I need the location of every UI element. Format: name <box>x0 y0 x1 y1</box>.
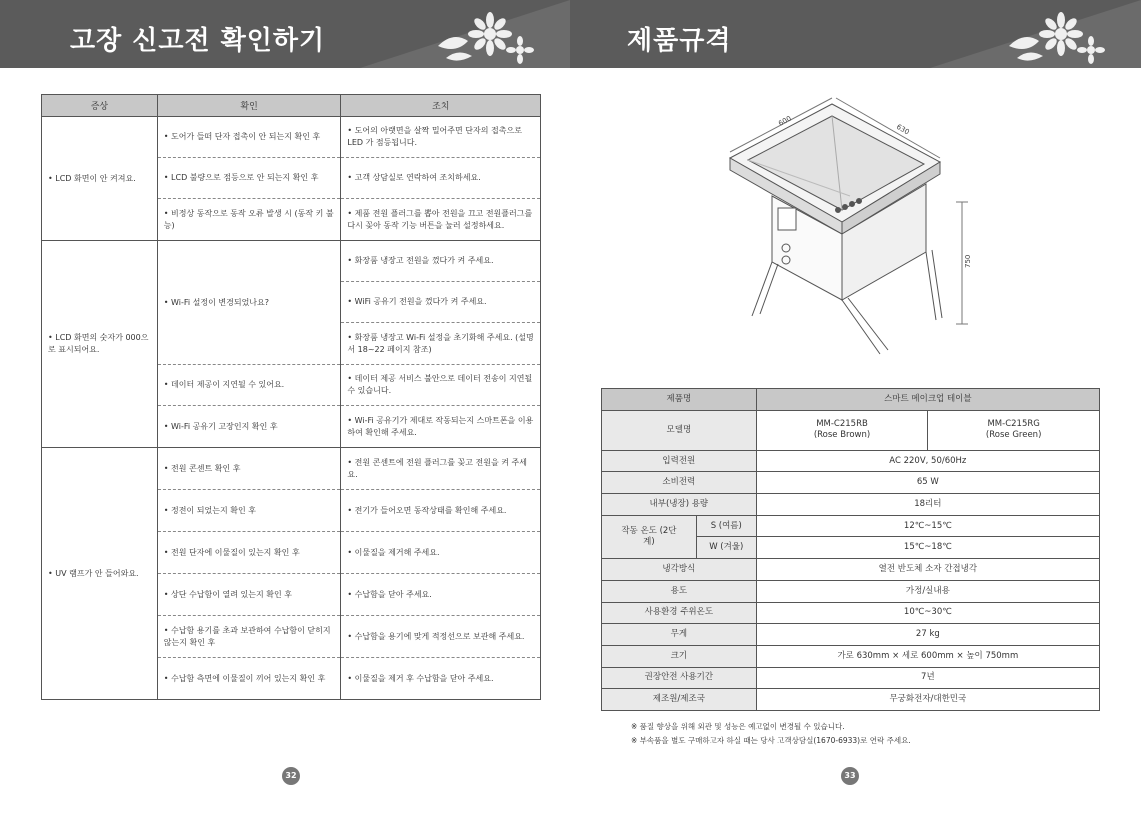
spec-label: 사용환경 주위온도 <box>602 602 757 624</box>
page-header <box>0 0 570 68</box>
spec-label: 작동 온도 (2단계) <box>602 515 697 558</box>
symptom-cell: • LCD 화면이 안 켜져요. <box>42 117 158 241</box>
table-row <box>602 410 1100 450</box>
spec-value: 무궁화전자/대한민국 <box>756 689 1099 711</box>
spec-label: 냉각방식 <box>602 559 757 581</box>
check-cell: • 비정상 동작으로 동작 오류 발생 시 (동작 키 불능) <box>157 199 341 241</box>
spec-label: 권장안전 사용기간 <box>602 667 757 689</box>
spec-value: 스마트 메이크업 테이블 <box>756 389 1099 411</box>
model-color: (Rose Green) <box>985 430 1042 441</box>
spec-label: 제조원/제조국 <box>602 689 757 711</box>
table-row <box>602 472 1100 494</box>
flower-icon <box>999 6 1119 66</box>
check-cell: • 전원 단자에 이물질이 있는지 확인 후 <box>157 532 341 574</box>
check-cell: • 상단 수납함이 열려 있는지 확인 후 <box>157 574 341 616</box>
footnote: ※ 부속품을 별도 구매하고자 하실 때는 당사 고객상담실(1670-6933)로 연락 주세요. <box>631 736 911 745</box>
model-number: MM-C215RB <box>816 419 868 430</box>
spec-table <box>601 388 1100 711</box>
product-illustration <box>700 92 990 382</box>
check-cell: • Wi-Fi 공유기 고장인지 확인 후 <box>157 406 341 448</box>
table-row <box>602 667 1100 689</box>
table-row <box>602 450 1100 472</box>
column-header: 증상 <box>42 95 158 117</box>
action-cell: • 화장품 냉장고 전원을 껐다가 켜 주세요. <box>341 241 541 282</box>
table-row <box>602 602 1100 624</box>
dimension-label: 600 <box>777 114 793 128</box>
check-cell: • 정전이 되었는지 확인 후 <box>157 490 341 532</box>
spec-label: 무게 <box>602 624 757 646</box>
spec-label: 크기 <box>602 645 757 667</box>
action-cell: • 이물질을 제거 후 수납함을 닫아 주세요. <box>341 658 541 700</box>
table-row <box>602 689 1100 711</box>
check-cell: • 도어가 들떠 단자 접촉이 안 되는지 확인 후 <box>157 117 341 158</box>
dimension-label: 630 <box>895 122 911 137</box>
footnote: ※ 품질 향상을 위해 외관 및 성능은 예고없이 변경될 수 있습니다. <box>631 722 845 731</box>
table-row <box>602 389 1100 411</box>
table-row <box>602 559 1100 581</box>
action-cell: • 이물질을 제거해 주세요. <box>341 532 541 574</box>
spec-value: 65 W <box>756 472 1099 494</box>
model-color: (Rose Brown) <box>813 430 871 441</box>
page-left <box>0 0 570 816</box>
spec-value: 15℃~18℃ <box>756 537 1099 559</box>
spec-label: 내부(냉장) 용량 <box>602 494 757 516</box>
footnotes <box>631 720 911 748</box>
page-number: 32 <box>282 767 300 785</box>
action-cell: • 화장품 냉장고 Wi-Fi 설정을 초기화해 주세요. (설명서 18~22 페이지 참조) <box>341 323 541 365</box>
spec-label: 제품명 <box>602 389 757 411</box>
spec-value: 18리터 <box>756 494 1099 516</box>
model-cell <box>756 410 928 450</box>
spec-sublabel: W (겨울) <box>696 537 756 559</box>
flower-icon <box>428 6 548 66</box>
check-cell: • 전원 콘센트 확인 후 <box>157 448 341 490</box>
spec-value: 12℃~15℃ <box>756 515 1099 537</box>
action-cell: • 전기가 들어오면 동작상태를 확인해 주세요. <box>341 490 541 532</box>
spec-value: 27 kg <box>756 624 1099 646</box>
spec-label: 모델명 <box>602 410 757 450</box>
action-cell: • Wi-Fi 공유기가 제대로 작동되는지 스마트폰을 이용하여 확인해 주세요. <box>341 406 541 448</box>
page-title: 제품규격 <box>627 26 732 56</box>
table-row <box>42 241 541 282</box>
action-cell: • 전원 콘센트에 전원 플러그를 꽂고 전원을 켜 주세요. <box>341 448 541 490</box>
column-header: 확인 <box>157 95 341 117</box>
check-cell: • 수납함 용기를 초과 보관하여 수납함이 닫히지 않는지 확인 후 <box>157 616 341 658</box>
action-cell: • 데이터 제공 서비스 불안으로 데이터 전송이 지연될 수 있습니다. <box>341 365 541 406</box>
model-number: MM-C215RG <box>987 419 1040 430</box>
table-row <box>602 494 1100 516</box>
symptom-cell: • LCD 화면의 숫자가 000으로 표시되어요. <box>42 241 158 448</box>
table-row <box>602 624 1100 646</box>
check-cell: • LCD 불량으로 점등으로 안 되는지 확인 후 <box>157 158 341 199</box>
spec-value: 가로 630mm × 세로 600mm × 높이 750mm <box>756 645 1099 667</box>
check-cell: • 데이터 제공이 지연될 수 있어요. <box>157 365 341 406</box>
page-title: 고장 신고전 확인하기 <box>70 26 326 56</box>
page-header <box>570 0 1141 68</box>
spec-value: AC 220V, 50/60Hz <box>756 450 1099 472</box>
symptom-cell: • UV 램프가 안 들어와요. <box>42 448 158 700</box>
column-header: 조치 <box>341 95 541 117</box>
action-cell: • 수납함을 닫아 주세요. <box>341 574 541 616</box>
table-row <box>602 645 1100 667</box>
action-cell: • 제품 전원 플러그를 뽑아 전원을 끄고 전원플러그를 다시 꽂아 동작 기능 버튼을 눌러 설정하세요. <box>341 199 541 241</box>
action-cell: • WiFi 공유기 전원을 껐다가 켜 주세요. <box>341 282 541 323</box>
action-cell: • 도어의 아랫면을 살짝 밀어주면 단자의 접촉으로 LED 가 점등됩니다. <box>341 117 541 158</box>
troubleshooting-table <box>41 94 541 700</box>
spec-sublabel: S (여름) <box>696 515 756 537</box>
table-row <box>42 117 541 158</box>
spec-label: 용도 <box>602 580 757 602</box>
spec-value: 7년 <box>756 667 1099 689</box>
dimension-label: 750 <box>964 254 972 268</box>
spec-value: 가정/실내용 <box>756 580 1099 602</box>
spec-label: 입력전원 <box>602 450 757 472</box>
action-cell: • 고객 상담실로 연락하여 조치하세요. <box>341 158 541 199</box>
table-row <box>602 580 1100 602</box>
table-row <box>602 515 1100 537</box>
spec-label: 소비전력 <box>602 472 757 494</box>
check-cell: • Wi-Fi 설정이 변경되었나요? <box>157 241 341 365</box>
model-cell <box>928 410 1100 450</box>
check-cell: • 수납함 측면에 이물질이 끼어 있는지 확인 후 <box>157 658 341 700</box>
spec-value: 열전 반도체 소자 간접냉각 <box>756 559 1099 581</box>
page-number: 33 <box>841 767 859 785</box>
action-cell: • 수납함을 용기에 맞게 적정선으로 보관해 주세요. <box>341 616 541 658</box>
table-row <box>42 448 541 490</box>
spec-value: 10℃~30℃ <box>756 602 1099 624</box>
